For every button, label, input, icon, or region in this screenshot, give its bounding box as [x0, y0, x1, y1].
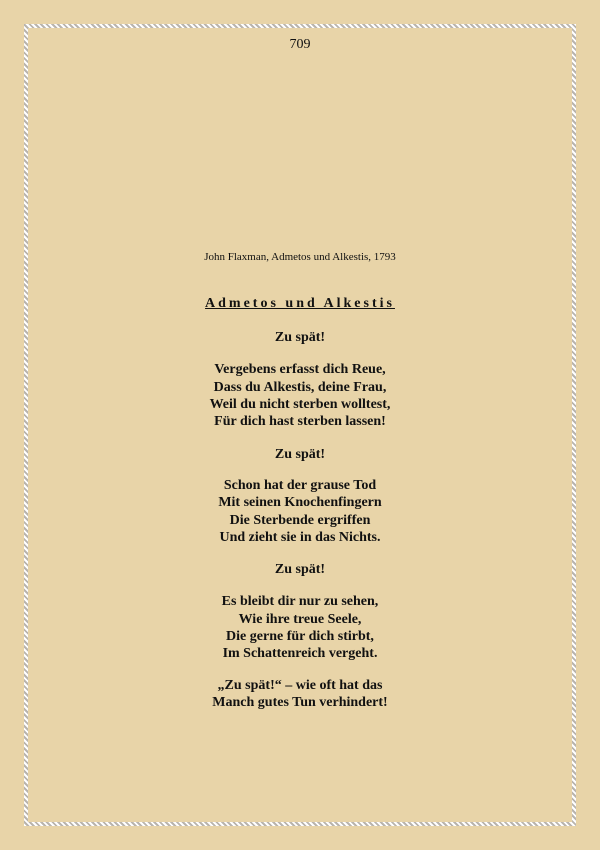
stanza-1-line: Für dich hast sterben lassen! — [214, 414, 386, 429]
stanza-4-line: „Zu spät!“ – wie oft hat das — [217, 678, 383, 693]
stanza-2-line: Die Sterbende ergriffen — [229, 513, 371, 528]
poem-title: Admetos und Alkestis — [205, 296, 395, 311]
stanza-4-line: Manch gutes Tun verhindert! — [212, 695, 388, 710]
page-number: 709 — [289, 37, 311, 52]
image-caption: John Flaxman, Admetos und Alkestis, 1793 — [204, 251, 396, 263]
stanza-2-line: Mit seinen Knochenfingern — [218, 495, 382, 510]
stanza-2-line: Schon hat der grause Tod — [223, 478, 377, 493]
stanza-1-line: Weil du nicht sterben wolltest, — [209, 397, 391, 412]
stanza-3-line: Es bleibt dir nur zu sehen, — [221, 594, 379, 609]
stanza-3-line: Im Schattenreich vergeht. — [222, 646, 378, 661]
stanza-1-line: Vergebens erfasst dich Reue, — [214, 362, 386, 377]
refrain-1: Zu spät! — [274, 330, 326, 345]
stanza-3-line: Die gerne für dich stirbt, — [226, 629, 374, 644]
refrain-3: Zu spät! — [274, 562, 326, 577]
stanza-1-line: Dass du Alkestis, deine Frau, — [213, 380, 387, 395]
refrain-2: Zu spät! — [274, 447, 326, 462]
stanza-3-line: Wie ihre treue Seele, — [238, 612, 362, 627]
stanza-2-line: Und zieht sie in das Nichts. — [219, 530, 381, 545]
